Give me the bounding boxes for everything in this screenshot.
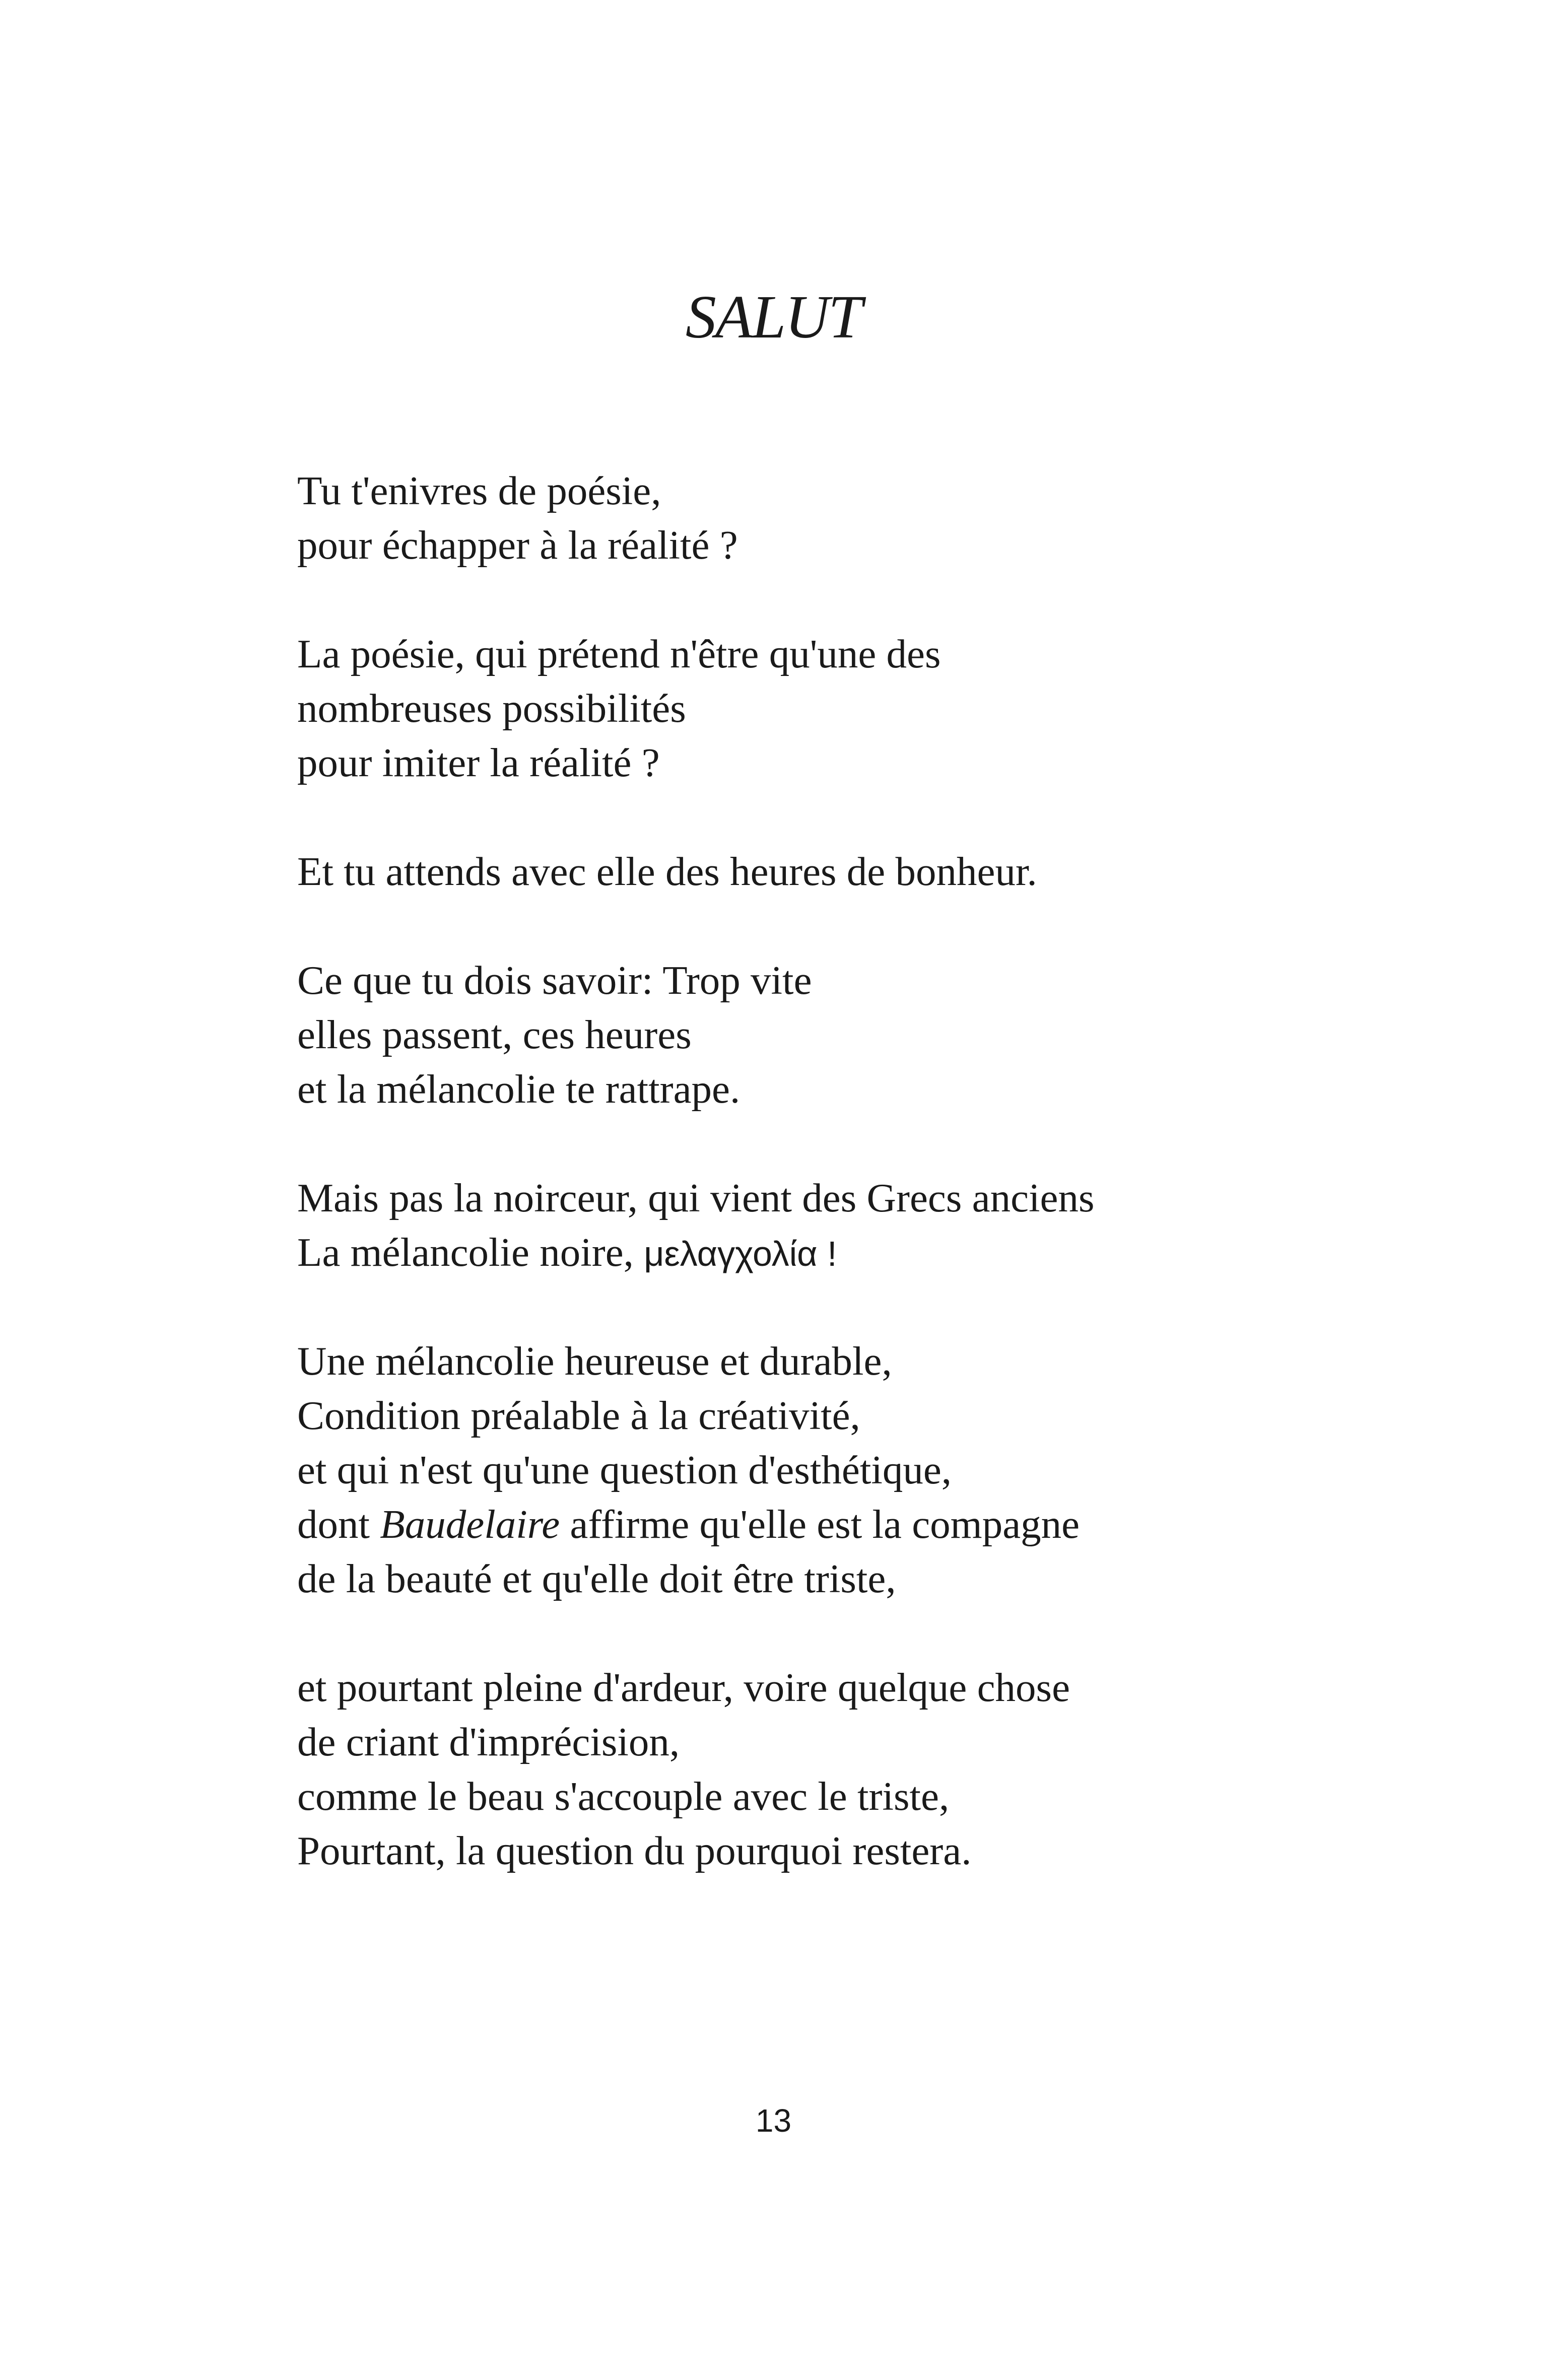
poem-body	[297, 463, 1405, 1932]
poem-line: de la beauté et qu'elle doit être triste,	[297, 1556, 896, 1601]
poem-line: La poésie, qui prétend n'être qu'une des	[297, 631, 941, 676]
poem-line: elles passent, ces heures	[297, 1012, 692, 1057]
stanza-3	[297, 844, 1405, 899]
poem-line: Condition préalable à la créativité,	[297, 1393, 860, 1438]
greek-word: μελαγχολία !	[644, 1234, 837, 1273]
stanza-4	[297, 953, 1405, 1116]
stanza-2	[297, 627, 1405, 790]
poem-line: pour échapper à la réalité ?	[297, 522, 738, 568]
poem-line: nombreuses possibilités	[297, 686, 686, 731]
poem-line: et qui n'est qu'une question d'esthétique,	[297, 1447, 952, 1492]
poem-line: Tu t'enivres de poésie,	[297, 468, 661, 513]
poem-line: Une mélancolie heureuse et durable,	[297, 1338, 892, 1384]
stanza-6	[297, 1334, 1405, 1606]
poem-line-baudelaire	[297, 1497, 1405, 1551]
page-number: 13	[755, 2102, 792, 2139]
poem-line: et la mélancolie te rattrape.	[297, 1066, 741, 1112]
poem-line-greek	[297, 1225, 1405, 1279]
poem-title: SALUT	[685, 283, 862, 351]
stanza-5	[297, 1171, 1405, 1279]
poem-line: Ce que tu dois savoir: Trop vite	[297, 958, 812, 1003]
stanza-1	[297, 463, 1405, 572]
poem-line: et pourtant pleine d'ardeur, voire quelque chose	[297, 1665, 1070, 1710]
poem-line: Pourtant, la question du pourquoi restera.	[297, 1828, 972, 1873]
poem-line: Mais pas la noirceur, qui vient des Grecs anciens	[297, 1175, 1095, 1220]
poem-line: de criant d'imprécision,	[297, 1719, 680, 1764]
stanza-7	[297, 1660, 1405, 1878]
poem-line: pour imiter la réalité ?	[297, 740, 660, 785]
poem-line: Et tu attends avec elle des heures de bonheur.	[297, 849, 1037, 894]
italic-name: Baudelaire	[380, 1502, 560, 1547]
line-text: La mélancolie noire,	[297, 1230, 644, 1275]
line-text: dont	[297, 1502, 380, 1547]
poem-line: comme le beau s'accouple avec le triste,	[297, 1774, 950, 1819]
line-text: affirme qu'elle est la compagne	[560, 1502, 1080, 1547]
